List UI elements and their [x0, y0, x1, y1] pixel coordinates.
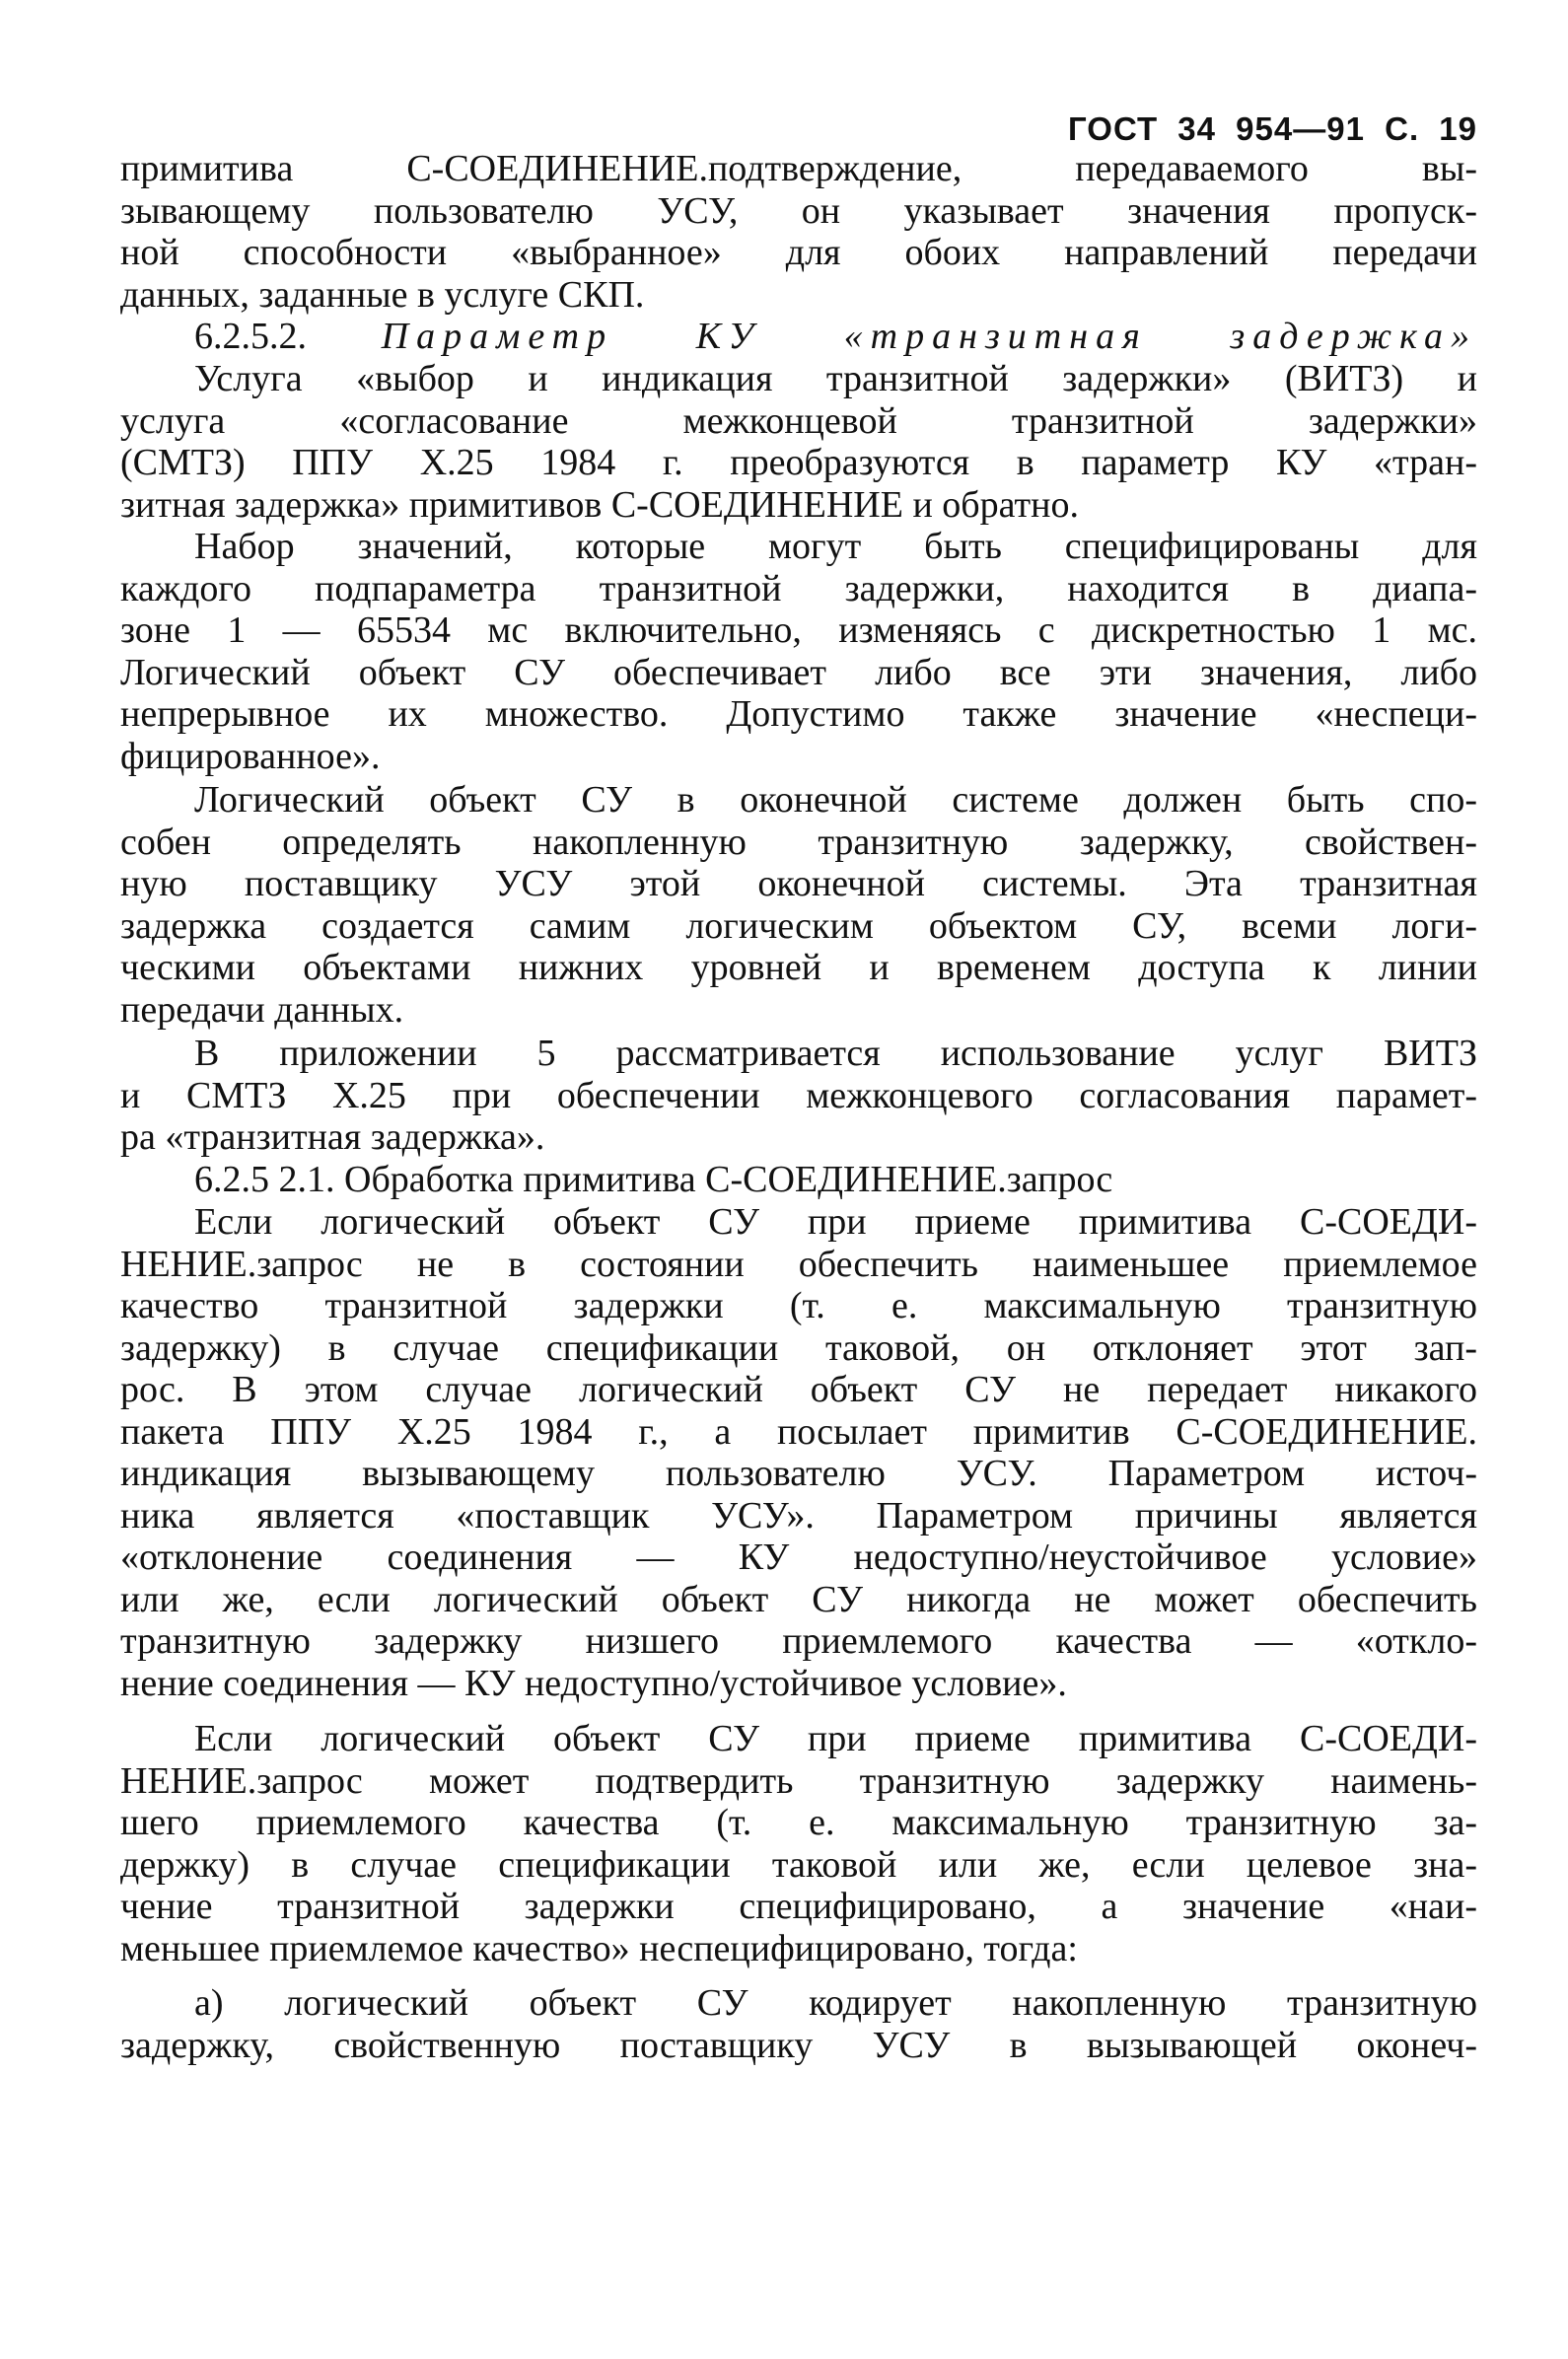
text-line: Логический объект СУ в оконечной системе должен быть спо- [194, 779, 1477, 821]
subsection-heading-line: 6.2.5 2.1. Обработка примитива С-СОЕДИНЕНИЕ.запрос [194, 1159, 1113, 1200]
text-line: НЕНИЕ.запрос не в состоянии обеспечить наименьшее приемлемое [120, 1243, 1477, 1285]
text-line: Если логический объект СУ при приеме примитива С-СОЕДИ- [194, 1201, 1477, 1243]
text-line: Логический объект СУ обеспечивает либо все эти значения, либо [120, 651, 1477, 693]
paragraph [120, 779, 1477, 1031]
paragraph [120, 1718, 1477, 1969]
text-line: (СМТЗ) ППУ Х.25 1984 г. преобразуются в параметр КУ «тран- [120, 442, 1477, 483]
text-line: Услуга «выбор и индикация транзитной задержки» (ВИТЗ) и [194, 358, 1477, 399]
text-line: фицированное». [120, 735, 381, 777]
text-line: НЕНИЕ.запрос может подтвердить транзитную задержку наимень- [120, 1759, 1477, 1802]
text-line: ческими объектами нижних уровней и временем доступа к линии [120, 947, 1477, 988]
text-line: Если логический объект СУ при приеме примитива С-СОЕДИ- [194, 1718, 1477, 1759]
text-line: нение соединения — КУ недоступно/устойчивое условие». [120, 1662, 1067, 1704]
text-line: рос. В этом случае логический объект СУ не передает никакого [120, 1369, 1477, 1410]
text-line: непрерывное их множество. Допустимо также значение «неспеци- [120, 693, 1477, 735]
text-line: ную поставщику УСУ этой оконечной системы. Эта транзитная [120, 863, 1477, 904]
section-title: Параметр КУ «транзитная задержка» [381, 316, 1477, 357]
text-line: ра «транзитная задержка». [120, 1116, 545, 1158]
subsection-heading [120, 1159, 1477, 1201]
text-line: и СМТЗ Х.25 при обеспечении межконцевого согласования парамет- [120, 1074, 1477, 1116]
text-line: задержку, свойственную поставщику УСУ в вызывающей оконеч- [120, 2024, 1477, 2066]
text-line: меньшее приемлемое качество» неспецифицировано, тогда: [120, 1927, 1078, 1969]
text-line: собен определять накопленную транзитную задержку, свойствен- [120, 821, 1477, 863]
text-line: ника является «поставщик УСУ». Параметром причины является [120, 1494, 1477, 1537]
text-line: пакета ППУ Х.25 1984 г., а посылает примитив С-СОЕДИНЕНИЕ. [120, 1410, 1477, 1453]
text-line: ной способности «выбранное» для обоих направлений передачи [120, 232, 1477, 273]
text-line: зоне 1 — 65534 мс включительно, изменяясь с дискретностью 1 мс. [120, 609, 1477, 651]
text-line: индикация вызывающему пользователю УСУ. Параметром источ- [120, 1453, 1477, 1494]
text-line: «отклонение соединения — КУ недоступно/неустойчивое условие» [120, 1537, 1477, 1578]
list-item [120, 1982, 1477, 2066]
text-line: каждого подпараметра транзитной задержки, находится в диапа- [120, 567, 1477, 609]
text-line: задержку) в случае спецификации таковой, он отклоняет этот зап- [120, 1326, 1477, 1369]
text-line: качество транзитной задержки (т. е. максимальную транзитную [120, 1285, 1477, 1326]
text-line: данных, заданные в услуге СКП. [120, 273, 645, 316]
text-line: или же, если логический объект СУ никогда не может обеспечить [120, 1578, 1477, 1620]
text-line: зывающему пользователю УСУ, он указывает значения пропуск- [120, 189, 1477, 232]
text-line: транзитную задержку низшего приемлемого качества — «откло- [120, 1620, 1477, 1662]
text-line: шего приемлемого качества (т. е. максимальную транзитную за- [120, 1802, 1477, 1843]
text-line: а) логический объект СУ кодирует накопленную транзитную [194, 1982, 1477, 2024]
text-line: Набор значений, которые могут быть специфицированы для [194, 526, 1477, 567]
text-line: В приложении 5 рассматривается использование услуг ВИТЗ [194, 1033, 1477, 1074]
text-line: услуга «согласование межконцевой транзитной задержки» [120, 399, 1477, 442]
paragraph [120, 1033, 1477, 1159]
page-header: ГОСТ 34 954—91 С. 19 [1068, 110, 1477, 147]
text-line: задержка создается самим логическим объектом СУ, всеми логи- [120, 904, 1477, 947]
section-heading-line [120, 316, 1477, 358]
paragraph [120, 358, 1477, 526]
text-line: передачи данных. [120, 988, 404, 1031]
text-line: чение транзитной задержки специфицировано, а значение «наи- [120, 1886, 1477, 1927]
paragraph [120, 1201, 1477, 1704]
text-line: зитная задержка» примитивов С-СОЕДИНЕНИЕ и обратно. [120, 483, 1079, 526]
paragraph [120, 526, 1477, 777]
text-line: держку) в случае спецификации таковой или же, если целевое зна- [120, 1843, 1477, 1886]
section-number: 6.2.5.2. [194, 316, 307, 357]
section-heading [120, 316, 1477, 358]
paragraph-continuation [120, 148, 1477, 316]
text-line: примитива С-СОЕДИНЕНИЕ.подтверждение, передаваемого вы- [120, 148, 1477, 189]
